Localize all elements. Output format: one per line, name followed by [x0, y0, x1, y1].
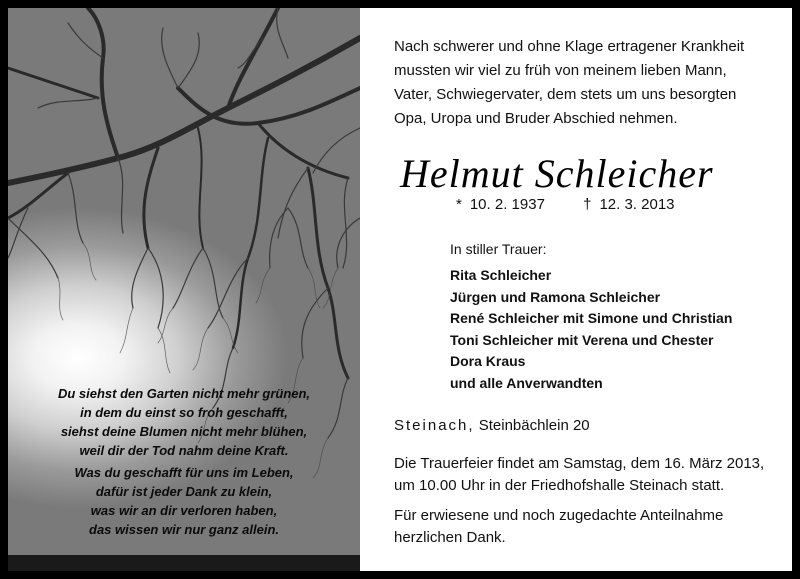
birth-date: 10. 2. 1937 [469, 196, 545, 213]
mourner-name: Rita Schleicher [450, 267, 552, 283]
thanks-line: Für erwiesene und noch zugedachte Anteilnahme [394, 507, 724, 524]
poem-line: siehst deine Blumen nicht mehr blühen, [60, 424, 308, 439]
mourner-name: Jürgen und Ramona Schleicher [450, 288, 661, 305]
poem-stanza-1 [18, 384, 350, 460]
intro-line: Vater, Schwiegervater, dem stets um uns besorgten [394, 86, 737, 103]
address [394, 417, 590, 434]
mourner-name: Dora Kraus [450, 353, 526, 369]
tree-silhouette-photo [8, 8, 360, 571]
mourning-label: In stiller Trauer: [450, 241, 547, 257]
obituary-text-column [360, 8, 792, 571]
poem-line: was wir an dir verloren haben, [90, 503, 278, 518]
ceremony-line: Die Trauerfeier findet am Samstag, dem 16. März 2013, [394, 455, 765, 472]
obituary-card [8, 8, 792, 571]
intro-line: mussten wir viel zu früh von meinem lieben Mann, [394, 62, 727, 79]
address-town: Steinach, [394, 417, 475, 434]
death-date: 12. 3. 2013 [599, 196, 675, 213]
thanks-notice [394, 505, 790, 549]
life-dates [456, 196, 675, 213]
poem-line: Was du geschafft für uns im Leben, [74, 465, 294, 480]
mourners-list [450, 265, 732, 394]
intro-line: Opa, Uropa und Bruder Abschied nehmen. [394, 110, 678, 127]
poem-line: in dem du einst so froh geschafft, [80, 405, 288, 420]
ceremony-notice [394, 453, 790, 497]
horizon-strip [8, 555, 360, 571]
deceased-name: Helmut Schleicher [400, 151, 714, 196]
poem-stanza-2 [18, 463, 350, 539]
poem-line: Du siehst den Garten nicht mehr grünen, [57, 386, 311, 401]
intro-paragraph [394, 35, 790, 131]
poem-line: dafür ist jeder Dank zu klein, [95, 484, 273, 499]
death-symbol: † [583, 196, 592, 213]
poem-line: das wissen wir nur ganz allein. [89, 522, 279, 537]
intro-line: Nach schwerer und ohne Klage ertragener Krankheit [394, 38, 745, 55]
poem-line: weil dir der Tod nahm deine Kraft. [79, 443, 289, 458]
address-street: Steinbächlein 20 [478, 417, 590, 434]
ceremony-line: um 10.00 Uhr in der Friedhofshalle Steinach statt. [394, 477, 725, 494]
mourner-name: und alle Anverwandten [450, 374, 603, 391]
thanks-line: herzlichen Dank. [394, 529, 506, 546]
mourner-name: René Schleicher mit Simone und Christian [450, 310, 733, 326]
mourner-name: Toni Schleicher mit Verena und Chester [450, 331, 714, 348]
birth-symbol: * [456, 196, 462, 213]
